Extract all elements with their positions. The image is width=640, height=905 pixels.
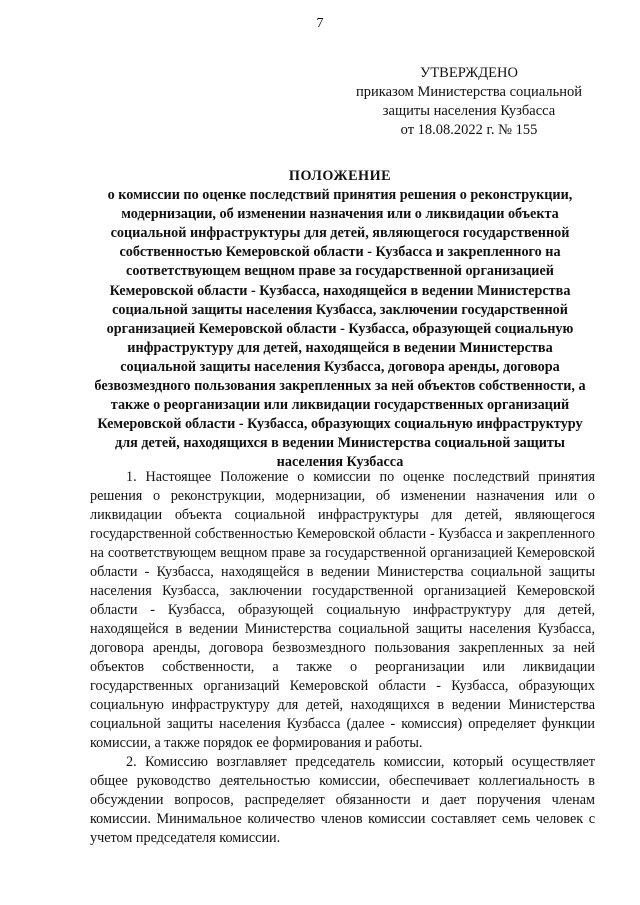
document-subtitle: о комиссии по оценке последствий принятия решения о реконструкции, модернизации, об изменении назначения или о ликвидации объекта социальной инфраструктуры для детей, являющегося государственной собственностью Кемеровской области - Кузбасса и закрепленного на соответствующем вещном праве за государственной организацией Кемеровской области - Кузбасса, находящейся в ведении Министерства социальной защиты населения Кузбасса, заключении государственной организацией Кемеровской области - Кузбасса, образующей социальную инфраструктуру для детей, находящейся в ведении Министерства социальной защиты населения Кузбасса, договора аренды, договора безвозмездного пользования закрепленных за ней объектов собственности, а также о реорганизации или ликвидации государственных организаций Кемеровской области - Кузбасса, образующих социальную инфраструктуру для детей, находящихся в ведении Министерства социальной защиты населения Кузбасса <box>94 187 586 471</box>
approval-stamp <box>340 64 598 140</box>
document-body <box>90 468 595 848</box>
paragraph-1: 1. Настоящее Положение о комиссии по оценке последствий принятия решения о реконструкции, модернизации, об изменении назначения или о ликвидации объекта социальной инфраструктуры для детей, являющегося государственной собственностью Кемеровской области - Кузбасса и закрепленного на соответствующем вещном праве за государственной организацией Кемеровской области - Кузбасса, находящейся в ведении Министерства социальной защиты населения Кузбасса, заключении государственной организацией Кемеровской области - Кузбасса, образующей социальную инфраструктуру для детей, находящейся в ведении Министерства социальной защиты населения Кузбасса, договора аренды, договора безвозмездного пользования закрепленных за ней объектов собственности, а также о реорганизации или ликвидации государственных организаций Кемеровской области - Кузбасса, образующих социальную инфраструктуру для детей, находящихся в ведении Министерства социальной защиты населения Кузбасса (далее - комиссия) определяет функции комиссии, а также порядок ее формирования и работы. <box>90 469 595 751</box>
paragraph-2: 2. Комиссию возглавляет председатель комиссии, который осуществляет общее руководство деятельностью комиссии, обеспечивает коллегиальность в обсуждении вопросов, распределяет обязанности и дает поручения членам комиссии. Минимальное количество членов комиссии составляет семь человек с учетом председателя комиссии. <box>90 754 595 846</box>
document-title-block <box>90 167 590 473</box>
document-title: ПОЛОЖЕНИЕ <box>288 168 392 184</box>
approval-order-line: приказом Министерства социальной <box>356 84 582 100</box>
page-number: 7 <box>316 16 324 31</box>
approval-ministry-line: защиты населения Кузбасса <box>382 103 556 119</box>
approval-date-line: от 18.08.2022 г. № 155 <box>400 122 538 138</box>
approval-heading: УТВЕРЖДЕНО <box>420 65 518 81</box>
